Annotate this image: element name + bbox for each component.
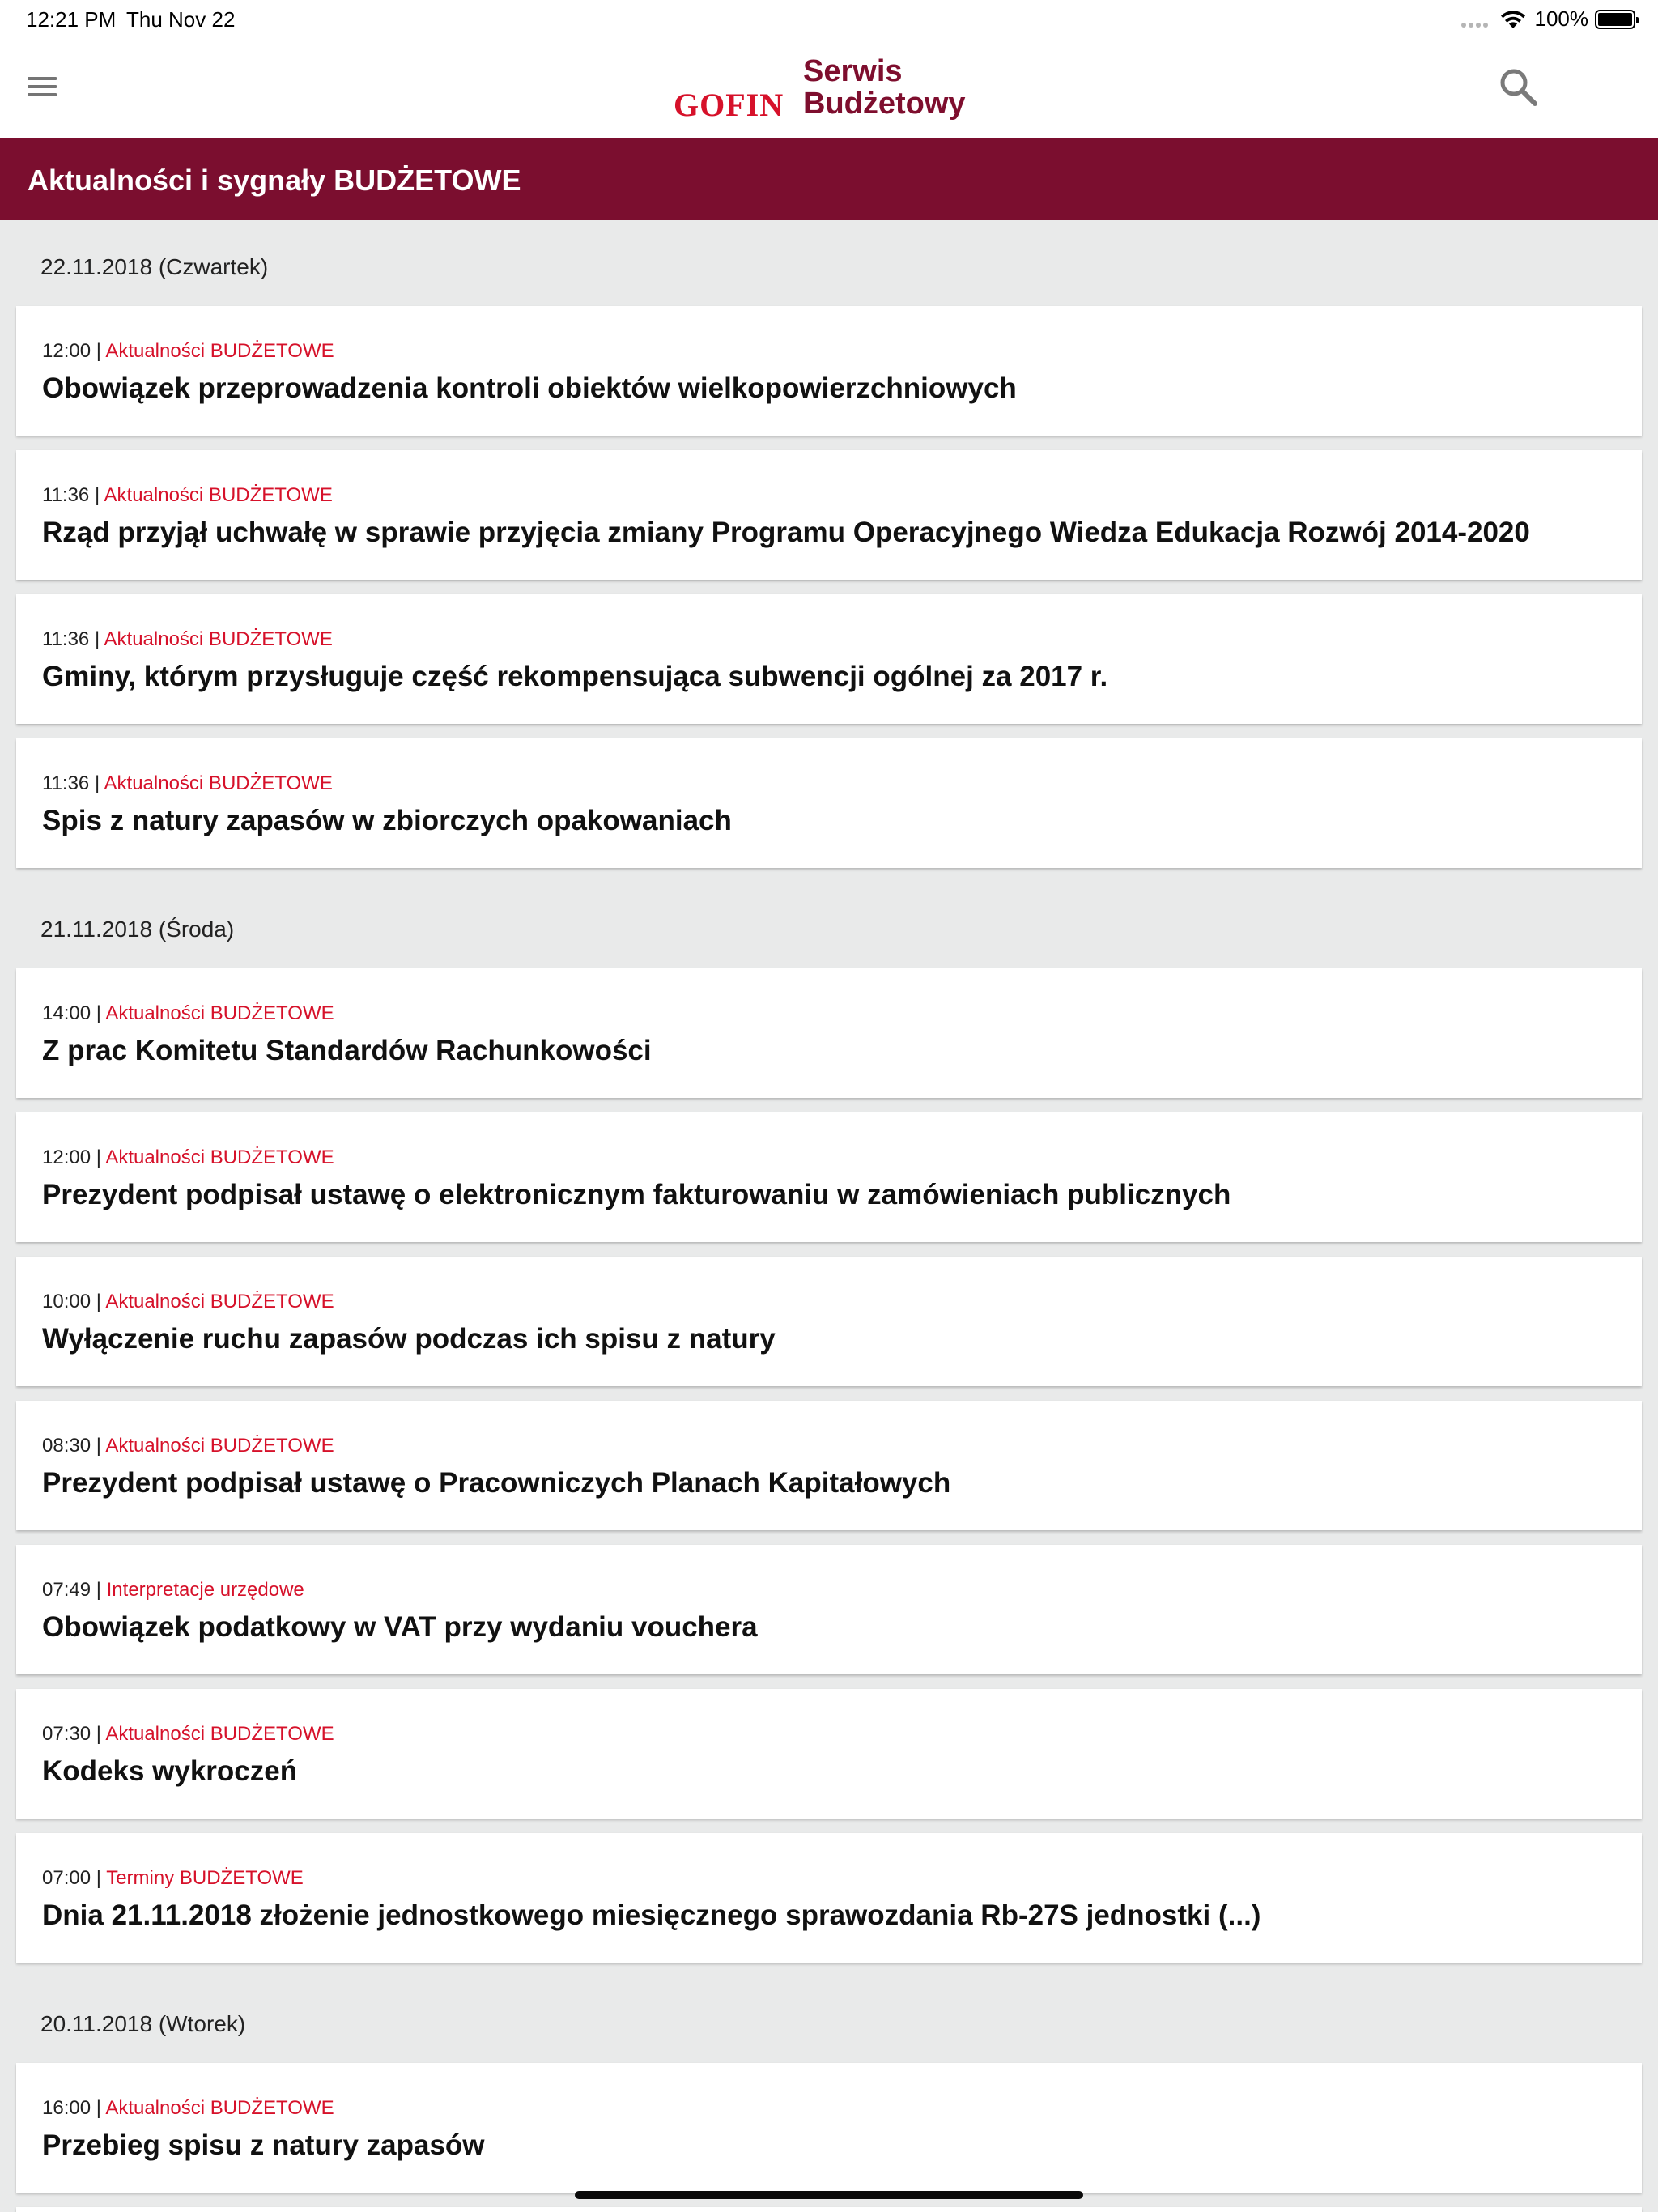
- news-item-time: 11:36: [42, 772, 90, 794]
- date-header: 22.11.2018 (Czwartek): [40, 254, 269, 279]
- news-item-category: Aktualności BUDŻETOWE: [104, 772, 333, 794]
- news-item-title: Obowiązek podatkowy w VAT przy wydaniu vouchera: [42, 1611, 758, 1643]
- app-header: [0, 39, 1658, 138]
- news-item-time: 07:00: [42, 1867, 91, 1889]
- news-item-title: Obowiązek przeprowadzenia kontroli obiektów wielkopowierzchniowych: [42, 372, 1017, 404]
- news-item-time: 10:00: [42, 1291, 91, 1312]
- status-time: 12:21 PM: [26, 7, 117, 32]
- news-item-time: 14:00: [42, 1002, 91, 1024]
- news-item-meta: 12:00 | Aktualności BUDŻETOWE: [42, 340, 334, 362]
- news-feed[interactable]: [0, 220, 1658, 2212]
- news-item-time: 12:00: [42, 1146, 91, 1168]
- news-item-title: Spis z natury zapasów w zbiorczych opakowaniach: [42, 805, 732, 836]
- status-date: Thu Nov 22: [126, 7, 236, 32]
- battery-percentage: 100%: [1534, 6, 1588, 31]
- news-item[interactable]: [16, 306, 1642, 436]
- news-item[interactable]: [16, 594, 1642, 724]
- home-indicator[interactable]: [575, 2191, 1083, 2199]
- news-item-category: Aktualności BUDŻETOWE: [105, 2097, 334, 2119]
- news-item-meta: 10:00 | Aktualności BUDŻETOWE: [42, 1291, 334, 1312]
- news-item-title: Rząd przyjął uchwałę w sprawie przyjęcia zmiany Programu Operacyjnego Wiedza Edukacja Rozwój 2014-2020: [42, 517, 1530, 548]
- news-item-category: Aktualności BUDŻETOWE: [105, 1291, 334, 1312]
- news-item[interactable]: [16, 450, 1642, 580]
- news-item-meta: 07:30 | Aktualności BUDŻETOWE: [42, 1723, 334, 1745]
- news-item-category: Interpretacje urzędowe: [106, 1579, 304, 1601]
- news-item-meta: 16:00 | Aktualności BUDŻETOWE: [42, 2097, 334, 2119]
- news-item-category: Aktualności BUDŻETOWE: [105, 1723, 334, 1745]
- news-item-title: Dnia 21.11.2018 złożenie jednostkowego miesięcznego sprawozdania Rb-27S jednostki (...): [42, 1899, 1261, 1931]
- news-item-category: Terminy BUDŻETOWE: [106, 1867, 304, 1889]
- news-item-meta: 12:00 | Aktualności BUDŻETOWE: [42, 1146, 334, 1168]
- news-item[interactable]: [16, 968, 1642, 1098]
- news-item-title: Gminy, którym przysługuje część rekompensująca subwencji ogólnej za 2017 r.: [42, 661, 1108, 692]
- date-header: 21.11.2018 (Środa): [40, 917, 235, 942]
- news-item-title: Wyłączenie ruchu zapasów podczas ich spisu z natury: [42, 1323, 776, 1355]
- status-bar: [0, 0, 1658, 39]
- news-item-meta: 11:36 | Aktualności BUDŻETOWE: [42, 484, 333, 506]
- news-item[interactable]: [16, 738, 1642, 868]
- cellular-signal-icon: [1461, 23, 1488, 28]
- news-item-time: 08:30: [42, 1435, 91, 1457]
- battery-icon: [1595, 10, 1635, 29]
- date-header: 20.11.2018 (Wtorek): [40, 2011, 246, 2036]
- news-item[interactable]: [16, 1401, 1642, 1530]
- news-item[interactable]: [16, 1689, 1642, 1819]
- news-item-category: Aktualności BUDŻETOWE: [105, 1146, 334, 1168]
- news-item-category: Aktualności BUDŻETOWE: [105, 340, 334, 362]
- news-item-time: 12:00: [42, 340, 91, 362]
- hamburger-menu-icon[interactable]: [23, 71, 63, 104]
- news-item-category: Aktualności BUDŻETOWE: [104, 484, 333, 506]
- logo-budzetowy: Budżetowy: [803, 87, 966, 121]
- news-item-meta: 14:00 | Aktualności BUDŻETOWE: [42, 1002, 334, 1024]
- news-item-title: Prezydent podpisał ustawę o elektronicznym fakturowaniu w zamówieniach publicznych: [42, 1179, 1231, 1210]
- search-icon[interactable]: [1494, 63, 1543, 112]
- news-item-title: Kodeks wykroczeń: [42, 1755, 298, 1787]
- news-item-time: 11:36: [42, 628, 90, 650]
- status-indicators: [1461, 6, 1636, 32]
- section-header: [0, 138, 1658, 220]
- news-item-time: 11:36: [42, 484, 90, 506]
- logo-gofin: GOFIN: [674, 87, 784, 123]
- news-item-time: 07:49: [42, 1579, 91, 1601]
- news-item[interactable]: [16, 1112, 1642, 1242]
- news-item-category: Aktualności BUDŻETOWE: [105, 1435, 334, 1457]
- news-item-time: 16:00: [42, 2097, 91, 2119]
- news-item-meta: 07:00 | Terminy BUDŻETOWE: [42, 1867, 304, 1889]
- news-item-meta: 08:30 | Aktualności BUDŻETOWE: [42, 1435, 334, 1457]
- section-title: Aktualności i sygnały BUDŻETOWE: [28, 164, 521, 197]
- logo-serwis: Serwis: [803, 54, 903, 88]
- news-item-title: Prezydent podpisał ustawę o Pracowniczych Planach Kapitałowych: [42, 1467, 951, 1499]
- news-item-time: 07:30: [42, 1723, 91, 1745]
- news-item-title: Z prac Komitetu Standardów Rachunkowości: [42, 1035, 652, 1066]
- news-item-meta: 07:49 | Interpretacje urzędowe: [42, 1579, 304, 1601]
- news-item[interactable]: [16, 1833, 1642, 1963]
- news-item-title: Przebieg spisu z natury zapasów: [42, 2129, 485, 2161]
- news-item[interactable]: [16, 2063, 1642, 2193]
- news-item[interactable]: [16, 1545, 1642, 1674]
- news-item-category: Aktualności BUDŻETOWE: [104, 628, 333, 650]
- wifi-icon: [1499, 9, 1527, 30]
- news-item[interactable]: [16, 1257, 1642, 1386]
- news-item-partial[interactable]: [16, 2207, 1642, 2212]
- news-item-meta: 11:36 | Aktualności BUDŻETOWE: [42, 772, 333, 794]
- news-item-category: Aktualności BUDŻETOWE: [105, 1002, 334, 1024]
- news-item-meta: 11:36 | Aktualności BUDŻETOWE: [42, 628, 333, 650]
